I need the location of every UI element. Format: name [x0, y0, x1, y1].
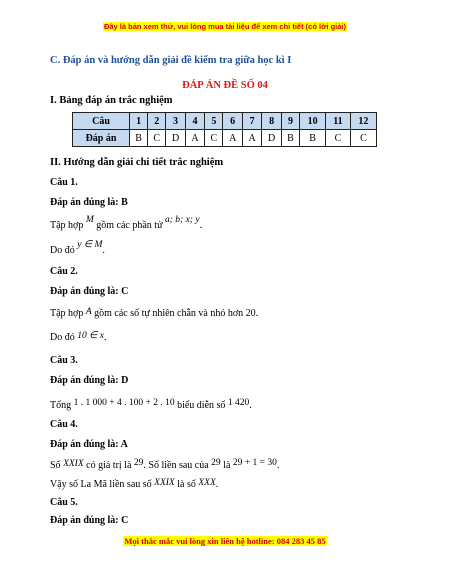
answer-cell: D — [262, 130, 281, 147]
q4-l2-text: Vậy số La Mã liền sau số — [50, 479, 152, 490]
answer-cell: B — [281, 130, 299, 147]
q3-l1-text: Tổng — [50, 400, 72, 411]
q3-answer: Đáp án đúng là: D — [50, 375, 129, 386]
q2-line2 — [50, 332, 106, 343]
question-number: 4 — [185, 113, 204, 130]
q1-l1-text: gồm các phần tử — [96, 220, 163, 231]
q3-title: Câu 3. — [50, 355, 78, 366]
math-expression: a; b; x; y — [165, 215, 200, 225]
q4-l1-text: . Số liền sau của — [143, 460, 209, 471]
q3-l1-text: biểu diễn số — [177, 400, 226, 411]
q1-l1-text: Tập hợp — [50, 220, 84, 231]
answer-cell: A — [242, 130, 261, 147]
question-number: 7 — [242, 113, 261, 130]
answer-cell: C — [205, 130, 223, 147]
q4-l1-text: là — [223, 460, 231, 471]
part1-heading: I. Bảng đáp án trắc nghiệm — [50, 95, 173, 106]
q1-l2-end: . — [102, 245, 105, 256]
math-expression: 29 — [211, 458, 221, 468]
question-number: 10 — [300, 113, 326, 130]
part2-heading: II. Hướng dẫn giải chi tiết trắc nghiệm — [50, 157, 224, 168]
q2-title: Câu 2. — [50, 266, 78, 277]
q4-l1-text: có giá trị là — [86, 460, 132, 471]
answer-table-row-label: Đáp án — [73, 130, 130, 147]
q5-title: Câu 5. — [50, 497, 78, 508]
question-number: 5 — [205, 113, 223, 130]
math-expression: 1 . 1 000 + 4 . 100 + 2 . 10 — [73, 398, 175, 408]
q1-l2-text: Do đó — [50, 245, 75, 256]
answer-table — [72, 112, 377, 147]
answer-cell: C — [350, 130, 376, 147]
section-heading: C. Đáp án và hướng dẫn giải đề kiểm tra giữa học kì I — [50, 55, 292, 66]
math-expression: XXIX — [154, 478, 175, 488]
math-expression: 10 ∈ x — [77, 331, 104, 341]
math-expression: XXX — [198, 478, 216, 488]
q2-l1-text: Tập hợp — [50, 308, 84, 319]
q4-line2 — [50, 479, 218, 490]
q2-l2-end: . — [103, 332, 107, 343]
q4-title: Câu 4. — [50, 419, 78, 430]
q2-line1 — [50, 308, 258, 319]
q2-answer: Đáp án đúng là: C — [50, 286, 129, 297]
question-number: 3 — [166, 113, 185, 130]
hotline-banner — [0, 536, 450, 546]
exam-title: ĐÁP ÁN ĐỀ SỐ 04 — [182, 80, 268, 91]
q2-l1-text: gồm các số tự nhiên chẵn và nhỏ hơn 20. — [94, 308, 259, 319]
math-expression: M — [85, 215, 94, 225]
answer-cell: D — [166, 130, 185, 147]
q4-l2-text: là số — [177, 479, 196, 490]
answer-table-answer-row — [73, 130, 377, 147]
q4-l2-end: . — [215, 479, 219, 490]
question-number: 6 — [223, 113, 242, 130]
question-number: 8 — [262, 113, 281, 130]
question-number: 11 — [326, 113, 351, 130]
question-number: 2 — [148, 113, 166, 130]
math-expression: 1 420 — [227, 398, 250, 408]
math-expression: 29 — [133, 458, 144, 468]
answer-table-header-label: Câu — [73, 113, 130, 130]
question-number: 9 — [281, 113, 299, 130]
q1-l1-end: . — [199, 220, 203, 231]
q5-answer: Đáp án đúng là: C — [50, 515, 129, 526]
hotline-text: Mọi thắc mắc vui lòng xin liên hệ hotline: 084 283 45 85 — [124, 536, 326, 546]
q3-l1-end: . — [249, 400, 252, 411]
q3-line1 — [50, 400, 252, 411]
answer-cell: B — [300, 130, 326, 147]
q1-line2 — [50, 240, 105, 256]
answer-cell: B — [130, 130, 148, 147]
math-expression: 29 + 1 = 30 — [232, 458, 277, 468]
preview-notice-banner — [0, 22, 450, 31]
math-expression: y ∈ M — [77, 240, 103, 250]
q1-answer: Đáp án đúng là: B — [50, 197, 128, 208]
preview-notice-text: Đây là bản xem thử, vui lòng mua tài liệu để xem chi tiết (có lời giải) — [103, 22, 347, 31]
q4-answer: Đáp án đúng là: A — [50, 439, 128, 450]
question-number: 12 — [350, 113, 376, 130]
q4-l1-text: Số — [50, 460, 61, 471]
question-number: 1 — [130, 113, 148, 130]
answer-cell: C — [326, 130, 351, 147]
answer-cell: A — [185, 130, 204, 147]
answer-table-header-row — [73, 113, 377, 130]
answer-cell: C — [148, 130, 166, 147]
answer-cell: A — [223, 130, 242, 147]
q4-l1-end: . — [276, 460, 280, 471]
q4-line1 — [50, 460, 279, 471]
math-expression: A — [85, 307, 92, 317]
q2-l2-text: Do đó — [50, 332, 75, 343]
math-expression: XXIX — [63, 459, 84, 469]
q1-title: Câu 1. — [50, 177, 78, 188]
q1-line1 — [50, 215, 203, 231]
